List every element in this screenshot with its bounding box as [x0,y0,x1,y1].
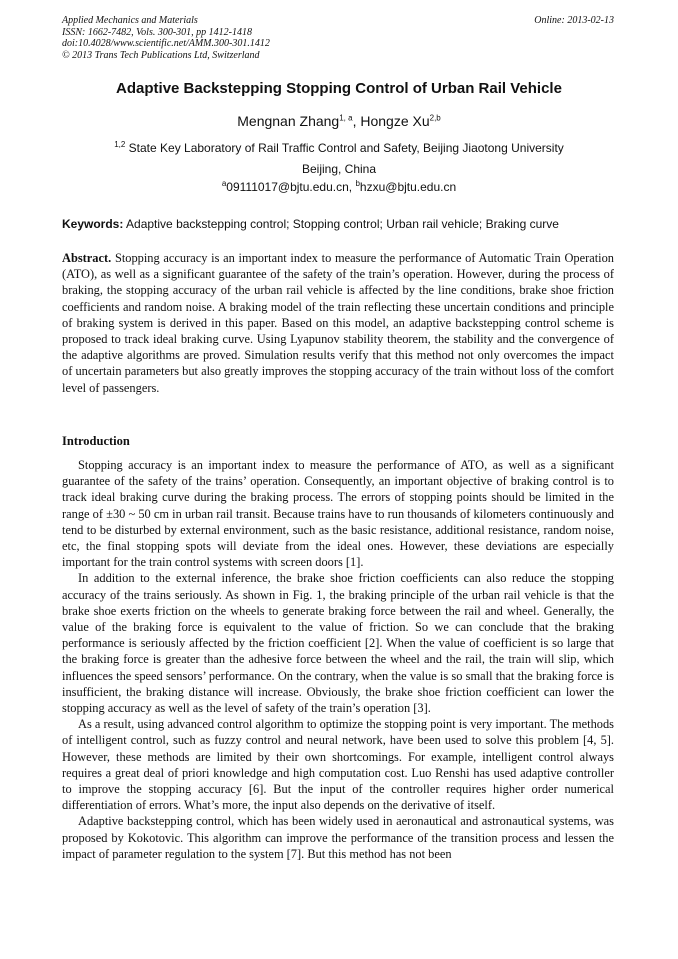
affiliation-line-1 [0,138,678,159]
affiliation-city: Beijing, China [301,162,377,176]
keywords [62,217,622,231]
online-date: Online: 2013-02-13 [534,15,614,26]
abstract-text: Stopping accuracy is an important index to measure the performance of Automatic Train Operation (ATO), as well as a significant guarantee of the safety of the train’s operation. However, during the process of braking, the stopping accuracy of the urban rail vehicle is affected by the line conditions, brake shoe friction coefficients and random noise. A braking model of the train reflecting these uncertain conditions and principle of braking system is derived in this paper. Based on this model, an adaptive backstepping control scheme is proposed to track ideal braking curve. Using Lyapunov stability theorem, the stability and the convergence of the adaptive algorithms are proved. Simulation results verify that this method not only overcomes the impact of uncertain parameters but also greatly improves the stopping accuracy of the train without loss of the comfort level of passengers. [62,251,614,395]
author-1-marks: 1, a [339,113,353,123]
email-separator: , [348,180,356,194]
journal-issn: ISSN: 1662-7482, Vols. 300-301, pp 1412-1418 [62,26,252,38]
keywords-label: Keywords: [62,217,124,231]
intro-paragraph-1: Stopping accuracy is an important index to measure the performance of ATO, as well as a significant guarantee of the safety of the trains’ operation. Consequently, an important objective of braking control is to track ideal braking curve during the braking process. The errors of stopping points should be limited in the range of ±30 ~ 50 cm in urban rail transit. Because trains have to run thousands of kilometers continuously and tend to be disturbed by external environment, such as the basic resistance, additional resistance, random noise, etc, the final stopping spots will deviate from the ideal ones. However, these deviations are especially important for the train control systems with screen doors [1]. [62,458,614,570]
email-1-mark: a [221,179,227,188]
journal-name: Applied Mechanics and Materials [62,15,198,26]
abstract-label: Abstract. [62,251,112,265]
journal-doi: doi:10.4028/www.scientific.net/AMM.300-301.1412 [62,38,270,49]
section-heading-introduction: Introduction [62,434,130,448]
affiliation [0,138,678,180]
intro-paragraph-4: Adaptive backstepping control, which has been widely used in aeronautical and astronautical systems, was proposed by Kokotovic. This algorithm can improve the performance of the transition process and lessen the impact of parameter regulation to the system [7]. But this method has not been [62,814,614,861]
keywords-text: Adaptive backstepping control; Stopping control; Urban rail vehicle; Braking curve [126,217,559,231]
email-line [0,180,678,194]
introduction-body [62,457,614,862]
intro-paragraph-3: As a result, using advanced control algorithm to optimize the stopping point is very important. The methods of intelligent control, such as fuzzy control and neural network, have been used to solve this problem [4, 5]. However, these methods are limited by their own shortcomings. For example, intelligent control always requires a great deal of priori knowledge and high computation cost. Luo Renshi has used adaptive controller to improve the stopping accuracy [6]. But the input of the controller requires higher order numerical differentiation of errors. What’s more, the input also depends on the derivative of itself. [62,717,614,813]
abstract [62,250,614,396]
paper-title: Adaptive Backstepping Stopping Control of Urban Rail Vehicle [116,80,562,97]
email-2-link[interactable]: hzxu@bjtu.edu.cn [359,180,457,194]
email-1-link[interactable]: 09111017@bjtu.edu.cn [226,180,349,194]
affiliation-marks: 1,2 [114,140,126,149]
journal-copyright: © 2013 Trans Tech Publications Ltd, Switzerland [62,49,260,61]
author-line [0,113,678,129]
affiliation-institution: State Key Laboratory of Rail Traffic Control and Safety, Beijing Jiaotong University [128,141,564,155]
journal-header [62,15,270,61]
author-2-marks: 2,b [429,113,441,123]
author-2-name: Hongze Xu [360,113,430,129]
author-1-name: Mengnan Zhang [237,113,340,129]
author-separator: , [352,113,361,129]
intro-paragraph-2: In addition to the external inference, the brake shoe friction coefficients can also reduce the stopping accuracy of the trains seriously. As shown in Fig. 1, the braking principle of the urban rail vehicle is that the brake shoe exerts friction on the wheels to generate braking force between the rail and wheel. Generally, the value of the braking force is equivalent to the value of friction. So we can conclude that the braking performance is seriously affected by the friction coefficient [2]. When the value of coefficient is so large that the braking force is greater than the adhesive force between the wheel and the rail, the train will slip, which influences the speed sensors’ performance. On the contrary, when the value is so small that the braking force is insufficient, the braking distance will increase. Obviously, the brake shoe friction coefficient can lower the stopping accuracy as well as the level of safety of the train’s operation [3]. [62,571,614,716]
email-2-mark: b [355,179,360,188]
